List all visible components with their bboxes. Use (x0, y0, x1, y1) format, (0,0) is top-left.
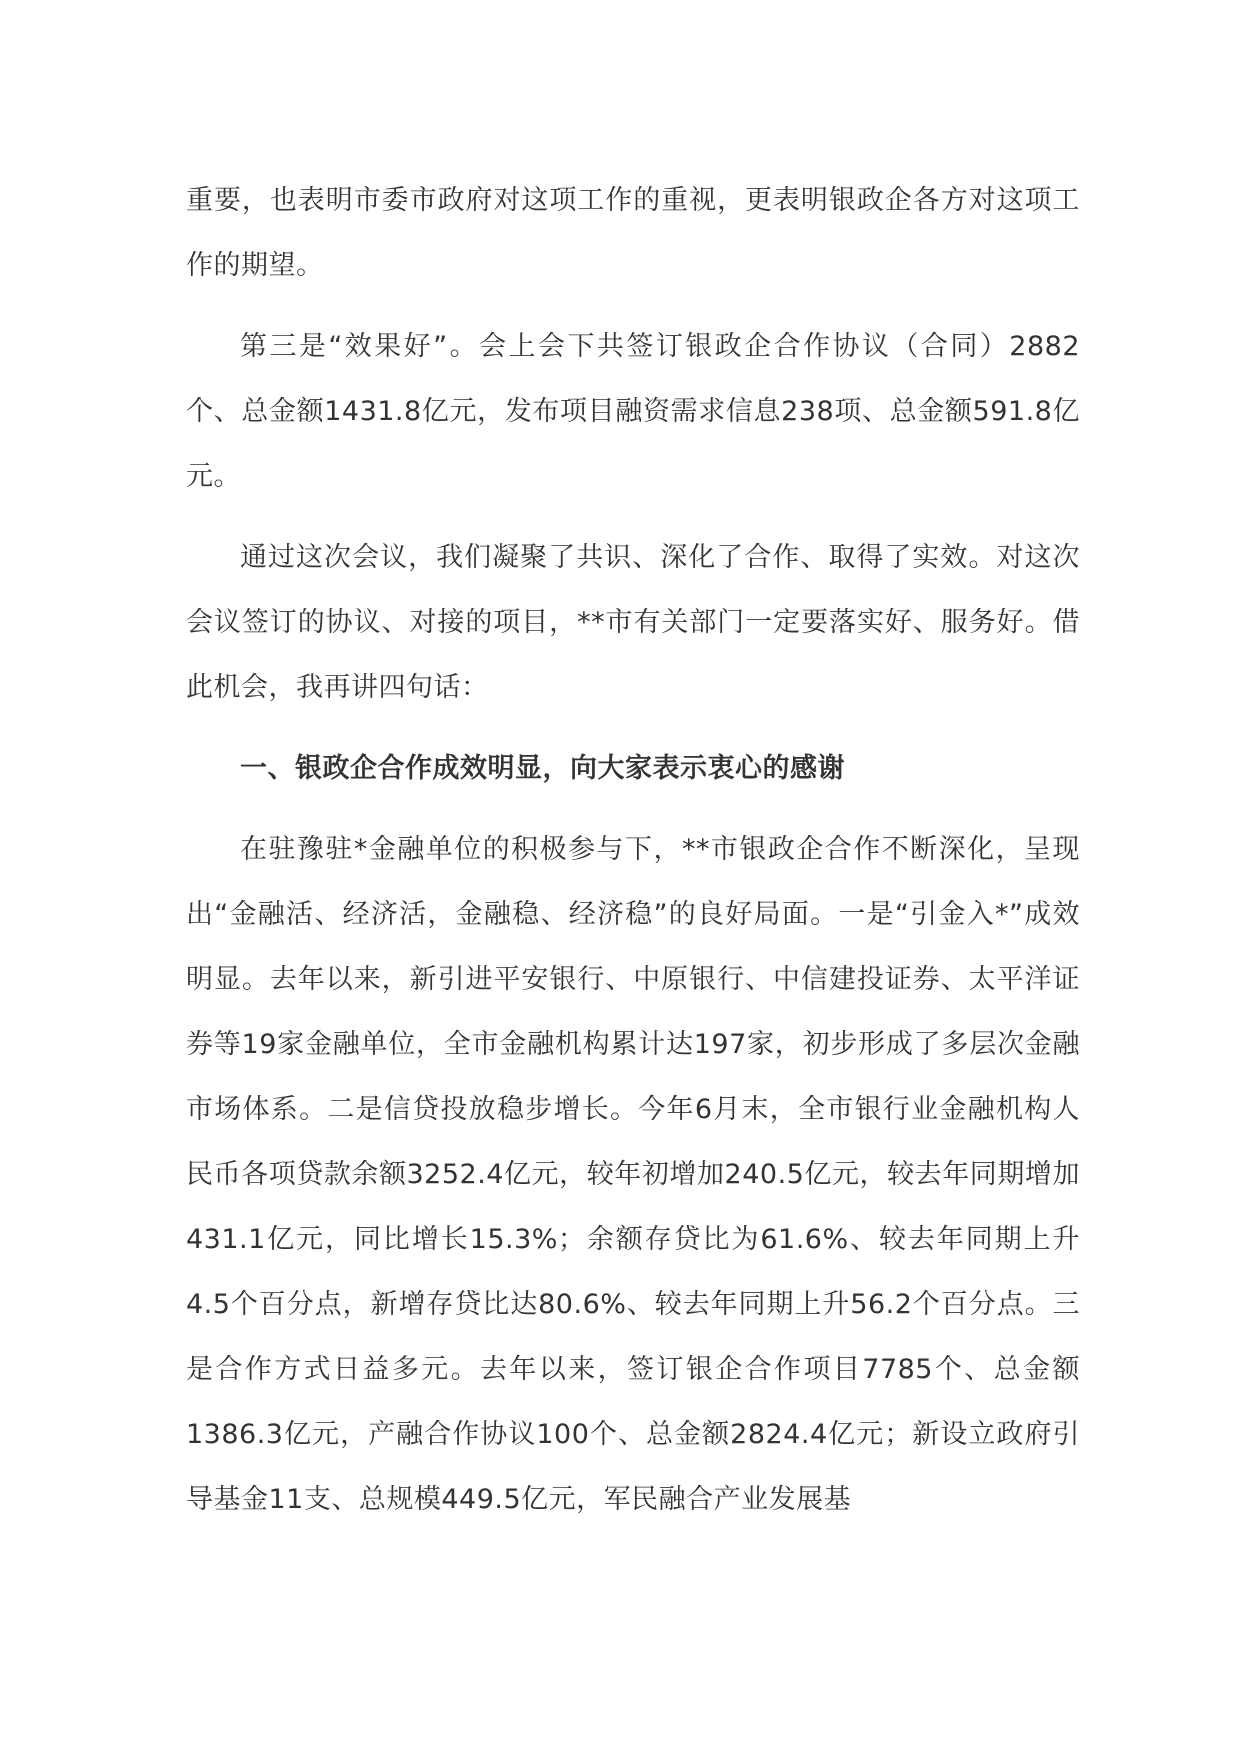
paragraph-third-effect: 第三是“效果好”。会上会下共签订银政企合作协议（合同）2882个、总金额1431.8亿元，发布项目融资需求信息238项、总金额591.8亿元。 (186, 331, 1080, 492)
paragraph-continuation: 重要，也表明市委市政府对这项工作的重视，更表明银政企各方对这项工作的期望。 (186, 185, 1080, 281)
document-body (186, 168, 1080, 1548)
paragraph-meeting-results: 通过这次会议，我们凝聚了共识、深化了合作、取得了实效。对这次会议签订的协议、对接的项目，**市有关部门一定要落实好、服务好。借此机会，我再讲四句话： (186, 542, 1080, 703)
paragraph-cooperation-results: 在驻豫驻*金融单位的积极参与下，**市银政企合作不断深化，呈现出“金融活、经济活，金融稳、经济稳”的良好局面。一是“引金入*”成效明显。去年以来，新引进平安银行、中原银行、中信建投证券、太平洋证券等19家金融单位，全市金融机构累计达197家，初步形成了多层次金融市场体系。二是信贷投放稳步增长。今年6月末，全市银行业金融机构人民币各项贷款余额3252.4亿元，较年初增加240.5亿元，较去年同期增加431.1亿元，同比增长15.3%；余额存贷比为61.6%、较去年同期上升4.5个百分点，新增存贷比达80.6%、较去年同期上升56.2个百分点。三是合作方式日益多元。去年以来，签订银企合作项目7785个、总金额1386.3亿元，产融合作协议100个、总金额2824.4亿元；新设立政府引导基金11支、总规模449.5亿元，军民融合产业发展基 (186, 834, 1080, 1515)
section-heading-1: 一、银政企合作成效明显，向大家表示衷心的感谢 (240, 753, 845, 784)
